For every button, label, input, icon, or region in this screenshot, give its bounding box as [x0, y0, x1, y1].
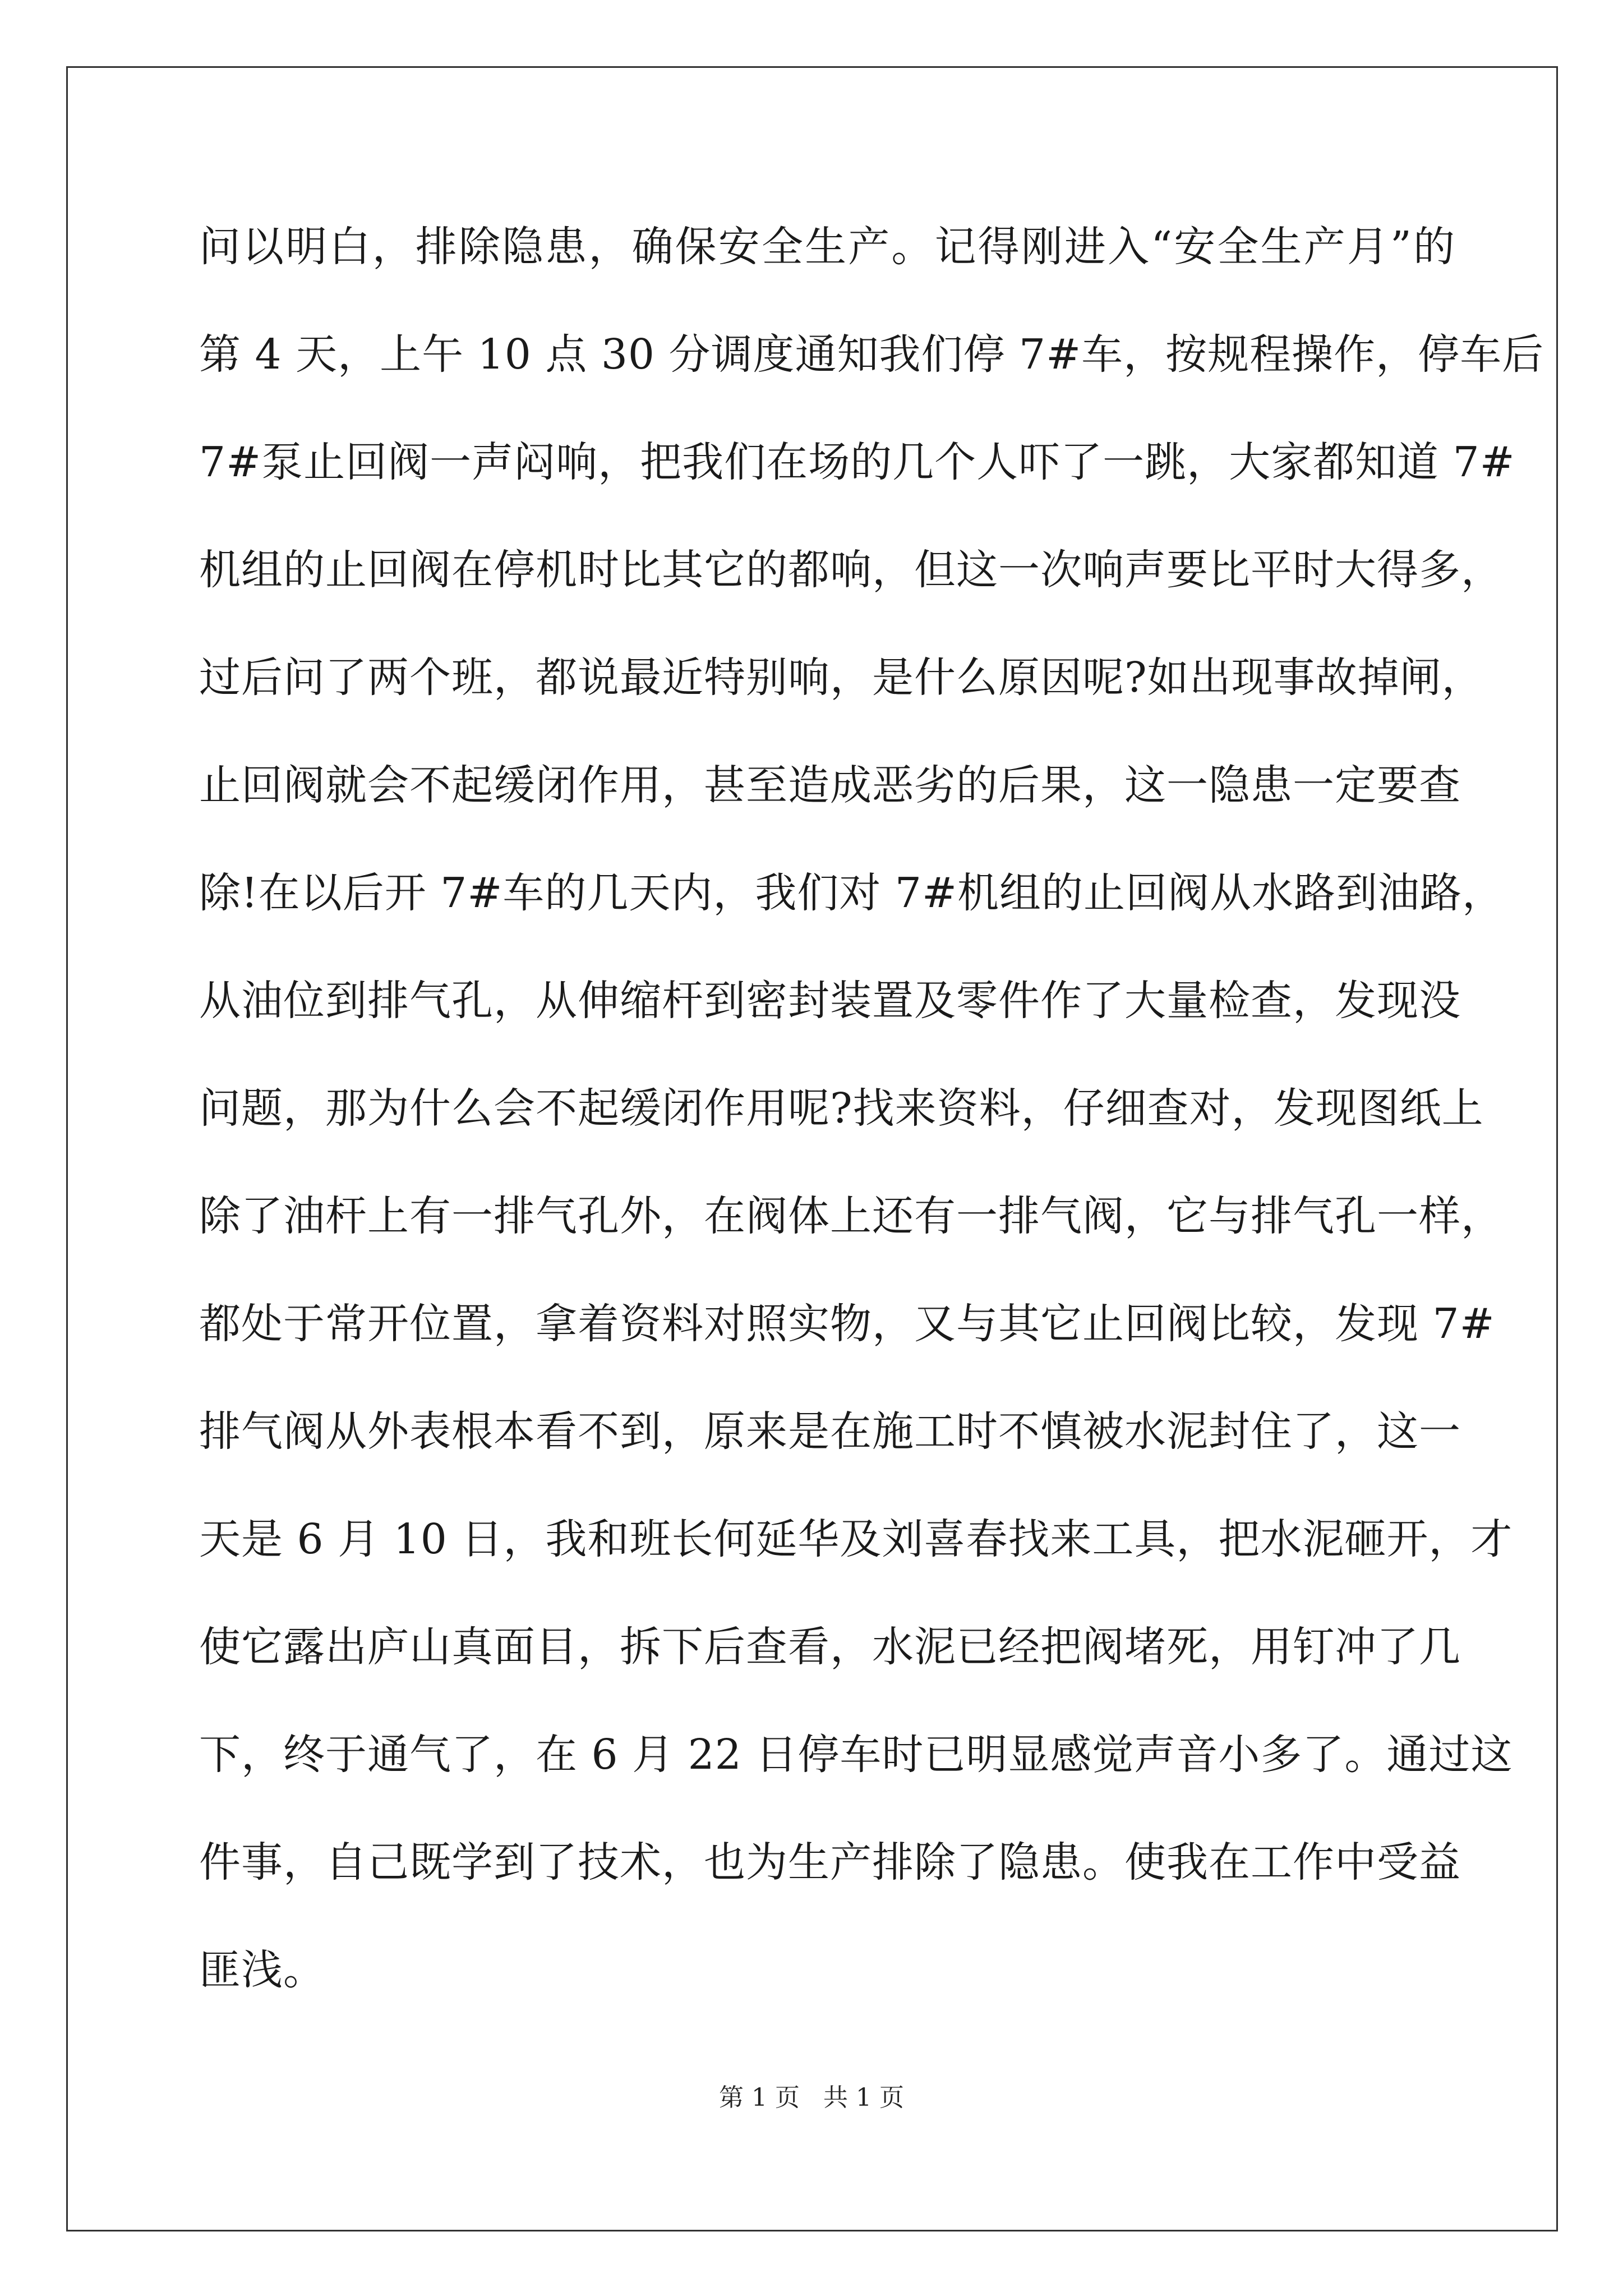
text-line: 止回阀就会不起缓闭作用，甚至造成恶劣的后果，这一隐患一定要查 [199, 761, 1461, 809]
text-line: 问题，那为什么会不起缓闭作用呢?找来资料，仔细查对，发现图纸上 [199, 1084, 1484, 1133]
text-line: 都处于常开位置，拿着资料对照实物，又与其它止回阀比较，发现 7# [199, 1300, 1495, 1348]
text-line: 过后问了两个班，都说最近特别响，是什么原因呢?如出现事故掉闸， [199, 654, 1484, 702]
text-line: 件事，自己既学到了技术，也为生产排除了隐患。使我在工作中受益 [199, 1838, 1461, 1887]
text-line: 机组的止回阀在停机时比其它的都响，但这一次响声要比平时大得多， [199, 546, 1503, 594]
document-body [199, 213, 1544, 2044]
text-line: 从油位到排气孔，从伸缩杆到密封装置及零件作了大量检查，发现没 [199, 977, 1461, 1025]
text-line: 匪浅。 [199, 1946, 325, 1994]
page-footer [0, 2081, 1623, 2115]
text-line: 第 4 天，上午 10 点 30 分调度通知我们停 7#车，按规程操作，停车后 [199, 330, 1544, 379]
text-line: 天是 6 月 10 日，我和班长何延华及刘喜春找来工具，把水泥砸开，才 [199, 1515, 1513, 1563]
text-line: 下，终于通气了，在 6 月 22 日停车时已明显感觉声音小多了。通过这 [199, 1731, 1513, 1779]
page-count: 共 1 页 [823, 2083, 904, 2112]
text-line: 使它露出庐山真面目，拆下后查看，水泥已经把阀堵死，用钉冲了几 [199, 1623, 1461, 1671]
text-line: 排气阀从外表根本看不到，原来是在施工时不慎被水泥封住了，这一 [199, 1407, 1461, 1456]
text-line: 除了油杆上有一排气孔外，在阀体上还有一排气阀，它与排气孔一样， [199, 1192, 1503, 1240]
page-number: 第 1 页 [719, 2083, 800, 2112]
text-line: 除!在以后开 7#车的几天内，我们对 7#机组的止回阀从水路到油路， [199, 869, 1504, 917]
text-line: 问以明白，排除隐患，确保安全生产。记得刚进入“安全生产月”的 [199, 223, 1455, 271]
text-line: 7#泵止回阀一声闷响，把我们在场的几个人吓了一跳，大家都知道 7# [199, 438, 1515, 486]
